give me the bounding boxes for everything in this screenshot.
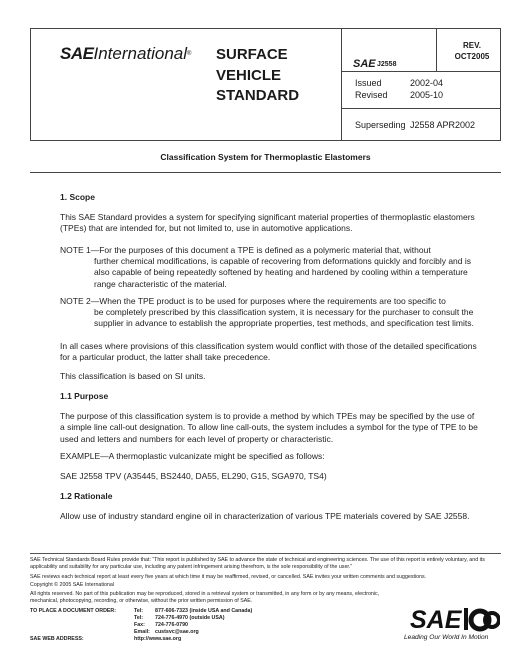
issued-value: 2002-04 [410, 78, 444, 88]
rationale-paragraph: Allow use of industry standard engine oil in characterization of various TPE materials covered by SAE J2558. [60, 511, 470, 521]
scope-paragraph-2: In all cases where provisions of this classification system would conflict with those of the detailed specifications for a particular product, the latter shall take precedence. [60, 341, 477, 363]
email-link[interactable]: custsvc@sae.org [155, 629, 199, 635]
header-divider-vertical [341, 29, 342, 140]
superseding-label: Superseding [355, 120, 406, 130]
scope-heading: 1. Scope [60, 192, 95, 202]
sae-100-logo-sae: SAE [410, 606, 462, 634]
fax-label: Fax: [134, 622, 145, 628]
web-label: SAE WEB ADDRESS: [30, 636, 84, 642]
rationale-heading: 1.2 Rationale [60, 491, 113, 501]
logo-sae-text: SAE [60, 44, 94, 63]
rev-value: OCT2005 [454, 52, 490, 61]
sae-international-logo [60, 44, 191, 64]
logo-trademark: ® [187, 51, 192, 57]
note-1-first-line: For the purposes of this document a TPE is defined as a polymeric material that, without [99, 245, 431, 255]
note-2-continuation: be completely prescribed by this classification system, it is necessary for the purchaser to consult the supplier in advance to establish the appropriate properties, test methods, and specification test limits. [94, 307, 474, 329]
standard-line-2: VEHICLE [216, 66, 282, 84]
sae-100-logo [410, 602, 500, 638]
scope-paragraph-1: This SAE Standard provides a system for specifying significant material properties of thermoplastic elastomers (TPEs) that are intended for, but not limited to, use in automotive applications. [60, 212, 475, 234]
tel-label-2: Tel: [134, 615, 144, 621]
fax-number: 724-776-0790 [155, 622, 188, 628]
revised-label: Revised [355, 90, 388, 100]
tagline: Leading Our World In Motion [404, 634, 489, 641]
tel-outside-usa: 724-776-4970 (outside USA) [155, 615, 225, 621]
email-label: Email: [134, 629, 150, 635]
standard-line-1: SURFACE [216, 46, 288, 63]
rev-label: REV. [463, 41, 481, 50]
note-1-continuation: further chemical modifications, is capable of recovering from deformations quickly and forcibly and is also capable of being repeatedly softened by heating and hardened by cooling within a temperature range characteristic of the material. [94, 256, 472, 289]
purpose-paragraph: The purpose of this classification system is to provide a method by which TPEs may be specified by the use of a simple line call-out designation. To allow line call-outs, the system includes a symbol for the type of TPE to be used and letters and numbers for each level of property or characteristic. [60, 411, 478, 444]
footer-rules: SAE Technical Standards Board Rules provide that: “This report is published by SAE to advance the state of technical and engineering sciences. The use of this report is entirely voluntary, and its applicability and suitability for any particular use, including any patent infringement arising therefrom, is the sole responsibility of the user.” [30, 557, 485, 570]
note-1-label: NOTE 1— [60, 245, 100, 255]
title-divider [30, 172, 501, 173]
note-2 [60, 296, 480, 307]
document-number: J2558 [377, 61, 397, 68]
standard-line-3: STANDARD [216, 87, 300, 104]
standard-type-title [216, 45, 299, 107]
note-2-label: NOTE 2— [60, 296, 100, 306]
note-1 [60, 245, 480, 256]
rev-divider-vertical [436, 29, 437, 71]
footer-divider [30, 553, 501, 554]
scope-paragraph-3: This classification is based on SI units. [60, 371, 206, 381]
issued-label: Issued [355, 78, 382, 88]
revised-value: 2005-10 [410, 90, 444, 100]
sae-100-logo-one [464, 608, 468, 630]
tel-label-1: Tel: [134, 608, 144, 614]
footer-review: SAE reviews each technical report at least every five years at which time it may be reaffirmed, revised, or cancelled. SAE invites your written comments and suggestions. [30, 574, 427, 580]
example-paragraph: EXAMPLE—A thermoplastic vulcanizate might be specified as follows: [60, 451, 325, 461]
superseding-value: J2558 APR2002 [410, 120, 476, 130]
example-code: SAE J2558 TPV (A35445, BS2440, DA55, EL290, G15, SGA970, TS4) [60, 471, 327, 481]
tel-inside-usa: 877-606-7323 (inside USA and Canada) [155, 608, 253, 614]
footer-copyright: Copyright © 2005 SAE International [30, 582, 114, 588]
header-divider-lower [341, 108, 500, 109]
sae-mini-logo: SAE [353, 58, 376, 70]
header-divider-mid [341, 71, 500, 72]
document-title: Classification System for Thermoplastic Elastomers [160, 152, 371, 162]
note-2-first-line: When the TPE product is to be used for purposes where the requirements are too specific to [99, 296, 446, 306]
web-link[interactable]: http://www.sae.org [134, 636, 182, 642]
revision-box [450, 40, 494, 62]
order-label: TO PLACE A DOCUMENT ORDER: [30, 608, 117, 614]
logo-international-text: International [93, 44, 188, 63]
purpose-heading: 1.1 Purpose [60, 391, 109, 401]
footer-rights: All rights reserved. No part of this publication may be reproduced, stored in a retrieval system or transmitted, in any form or by any means, electronic, mechanical, photocopying, recording, or otherwise, without the prior written permission of SAE. [30, 591, 380, 604]
